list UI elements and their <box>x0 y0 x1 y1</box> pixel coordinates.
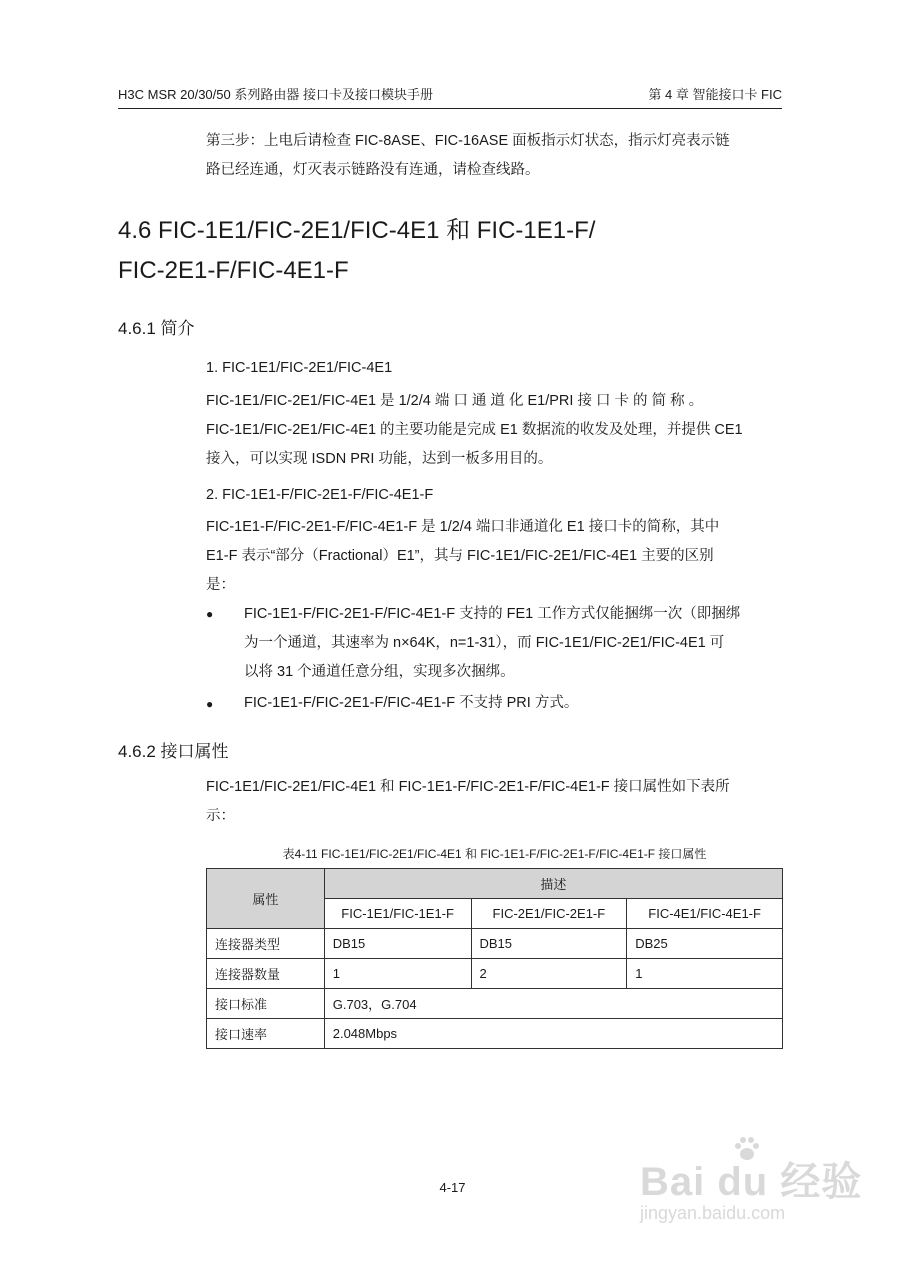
paragraph-line: 示： <box>206 808 235 824</box>
table-cell: 1 <box>627 959 783 989</box>
table-cell: DB15 <box>471 929 627 959</box>
bullet-line: 为一个通道，其速率为 n×64K，n=1-31），而 FIC-1E1/FIC-2E1/FIC-4E1 可 <box>244 635 725 651</box>
paragraph-line: FIC-1E1-F/FIC-2E1-F/FIC-4E1-F 是 1/2/4 端口非通道化 E1 接口卡的简称，其中 <box>206 519 720 535</box>
bullet-line: 以将 31 个通道任意分组，实现多次捆绑。 <box>244 664 515 680</box>
intro-line: 路已经连通，灯灭表示链路没有连通，请检查线路。 <box>206 162 540 178</box>
intro-line: 第三步：上电后请检查 FIC-8ASE、FIC-16ASE 面板指示灯状态，指示灯亮表示链 <box>206 133 730 149</box>
item1-heading: 1. FIC-1E1/FIC-2E1/FIC-4E1 <box>206 360 393 376</box>
header-book-title: H3C MSR 20/30/50 系列路由器 接口卡及接口模块手册 <box>118 87 433 102</box>
row-label: 接口速率 <box>207 1019 325 1049</box>
table-cell: 2.048Mbps <box>324 1019 782 1049</box>
paragraph-line: 是： <box>206 577 235 593</box>
paragraph-line: FIC-1E1/FIC-2E1/FIC-4E1 的主要功能是完成 E1 数据流的收发及处理，并提供 CE1 <box>206 422 743 438</box>
table-cell: 1 <box>324 959 471 989</box>
paragraph-line: E1-F 表示“部分（Fractional）E1”，其与 FIC-1E1/FIC-2E1/FIC-4E1 主要的区别 <box>206 548 714 564</box>
attributes-intro <box>206 773 783 831</box>
subheader-cell: FIC-4E1/FIC-4E1-F <box>627 899 783 929</box>
table-cell: 2 <box>471 959 627 989</box>
attributes-table <box>206 868 783 1049</box>
table-cell: DB25 <box>627 929 783 959</box>
subsection-title-intro: 4.6.1 简介 <box>118 319 195 338</box>
table-row <box>207 989 783 1019</box>
subheader-cell: FIC-2E1/FIC-2E1-F <box>471 899 627 929</box>
page-number: 4-17 <box>439 1180 466 1195</box>
table-caption: 表4-11 FIC-1E1/FIC-2E1/FIC-4E1 和 FIC-1E1-F/FIC-2E1-F/FIC-4E1-F 接口属性 <box>282 847 707 861</box>
item2-paragraph <box>206 513 783 600</box>
paragraph-line: 接入，可以实现 ISDN PRI 功能，达到一板多用目的。 <box>206 451 553 467</box>
page-header <box>118 84 782 109</box>
table-row <box>207 929 783 959</box>
header-chapter: 第 4 章 智能接口卡 FIC <box>648 87 782 102</box>
table-row <box>207 959 783 989</box>
row-label: 接口标准 <box>207 989 325 1019</box>
subheader-cell: FIC-1E1/FIC-1E1-F <box>324 899 471 929</box>
table-row <box>207 1019 783 1049</box>
subsection-title-attributes: 4.6.2 接口属性 <box>118 742 229 761</box>
table-cell: G.703，G.704 <box>324 989 782 1019</box>
row-label: 连接器类型 <box>207 929 325 959</box>
paragraph-line: FIC-1E1/FIC-2E1/FIC-4E1 和 FIC-1E1-F/FIC-2E1-F/FIC-4E1-F 接口属性如下表所 <box>206 779 730 795</box>
item1-paragraph <box>206 387 783 474</box>
section-title-cont: FIC-2E1-F/FIC-4E1-F <box>118 257 349 284</box>
header-cell-description: 描述 <box>324 869 782 899</box>
watermark-url: jingyan.baidu.com <box>640 1203 786 1223</box>
bullet-line: FIC-1E1-F/FIC-2E1-F/FIC-4E1-F 支持的 FE1 工作方式仅能捆绑一次（即捆绑 <box>244 606 741 622</box>
row-label: 连接器数量 <box>207 959 325 989</box>
header-cell-attribute: 属性 <box>207 869 325 929</box>
table-cell: DB15 <box>324 929 471 959</box>
bullet-item: FIC-1E1-F/FIC-2E1-F/FIC-4E1-F 不支持 PRI 方式。 <box>244 695 579 711</box>
section-title: 4.6 FIC-1E1/FIC-2E1/FIC-4E1 和 FIC-1E1-F/ <box>118 217 596 244</box>
watermark-brand: Bai du 经验 <box>640 1160 863 1204</box>
bullet-dot-icon: ● <box>206 697 214 711</box>
baidu-watermark <box>640 1150 862 1224</box>
paragraph-line: FIC-1E1/FIC-2E1/FIC-4E1 是 1/2/4 端 口 通 道 化 E1/PRI 接 口 卡 的 简 称 。 <box>206 393 704 409</box>
paw-icon <box>732 1134 762 1164</box>
table-header-row <box>207 869 783 899</box>
intro-paragraph <box>206 127 730 185</box>
bullet-item <box>244 600 784 687</box>
bullet-dot-icon: ● <box>206 607 214 621</box>
item2-heading: 2. FIC-1E1-F/FIC-2E1-F/FIC-4E1-F <box>206 487 434 503</box>
